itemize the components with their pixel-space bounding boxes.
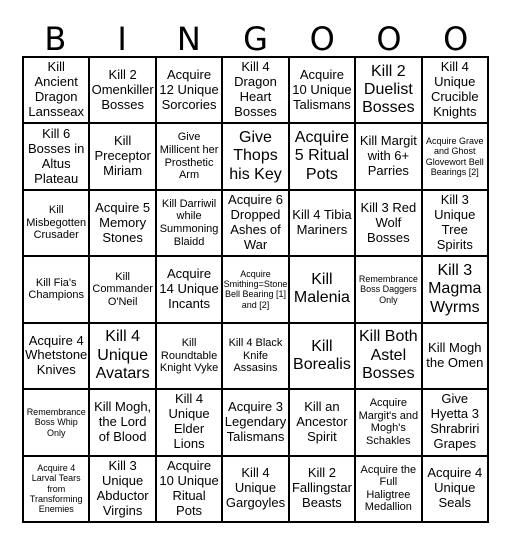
header-letter: I — [117, 20, 127, 58]
bingo-cell[interactable]: Kill Ancient Dragon Lansseax — [23, 57, 89, 123]
bingo-cell[interactable]: Kill Mogh the Omen — [422, 323, 488, 389]
bingo-board — [22, 56, 489, 523]
bingo-cell[interactable]: Kill Commander O'Neil — [89, 256, 155, 322]
bingo-cell[interactable]: Kill 2 Fallingstar Beasts — [289, 456, 355, 522]
bingo-cell[interactable]: Acquire 10 Unique Talismans — [289, 57, 355, 123]
bingo-cell[interactable]: Kill 2 Omenkiller Bosses — [89, 57, 155, 123]
bingo-cell[interactable]: Kill 4 Black Knife Assasins — [222, 323, 288, 389]
bingo-cell[interactable]: Acquire 6 Dropped Ashes of War — [222, 190, 288, 256]
bingo-cell[interactable]: Kill Darriwil while Summoning Blaidd — [156, 190, 222, 256]
bingo-cell[interactable]: Kill Both Astel Bosses — [355, 323, 421, 389]
bingo-header — [22, 18, 489, 60]
bingo-cell[interactable]: Acquire 5 Ritual Pots — [289, 123, 355, 189]
bingo-cell[interactable]: Kill 3 Red Wolf Bosses — [355, 190, 421, 256]
bingo-cell[interactable]: Kill 4 Tibia Mariners — [289, 190, 355, 256]
header-letter: N — [176, 20, 201, 58]
bingo-cell[interactable]: Acquire 4 Larval Tears from Transforming Enemies — [23, 456, 89, 522]
bingo-cell[interactable]: Give Thops his Key — [222, 123, 288, 189]
bingo-cell[interactable]: Kill Mogh, the Lord of Blood — [89, 389, 155, 455]
header-letter: O — [376, 20, 402, 58]
bingo-cell[interactable]: Kill 3 Unique Abductor Virgins — [89, 456, 155, 522]
bingo-cell[interactable]: Kill 4 Dragon Heart Bosses — [222, 57, 288, 123]
bingo-cell[interactable]: Acquire 3 Legendary Talismans — [222, 389, 288, 455]
bingo-cell[interactable]: Kill Margit with 6+ Parries — [355, 123, 421, 189]
header-letter: B — [44, 20, 67, 58]
bingo-cell[interactable]: Kill Misbegotten Crusader — [23, 190, 89, 256]
bingo-cell[interactable]: Kill 3 Unique Tree Spirits — [422, 190, 488, 256]
bingo-cell[interactable]: Kill 3 Magma Wyrms — [422, 256, 488, 322]
bingo-cell[interactable]: Kill Borealis — [289, 323, 355, 389]
bingo-cell[interactable]: Acquire 4 Whetstone Knives — [23, 323, 89, 389]
bingo-cell[interactable]: Acquire Smithing=Stone Bell Bearing [1] and [2] — [222, 256, 288, 322]
bingo-cell[interactable]: Acquire 14 Unique Incants — [156, 256, 222, 322]
bingo-cell[interactable]: Remembrance Boss Whip Only — [23, 389, 89, 455]
bingo-cell[interactable]: Acquire 12 Unique Sorcories — [156, 57, 222, 123]
bingo-cell[interactable]: Acquire the Full Haligtree Medallion — [355, 456, 421, 522]
header-letter: O — [443, 20, 469, 58]
header-letter: O — [309, 20, 335, 58]
bingo-cell[interactable]: Acquire 5 Memory Stones — [89, 190, 155, 256]
bingo-cell[interactable]: Acquire 4 Unique Seals — [422, 456, 488, 522]
bingo-cell[interactable]: Kill 6 Bosses in Altus Plateau — [23, 123, 89, 189]
bingo-cell[interactable]: Kill 4 Unique Crucible Knights — [422, 57, 488, 123]
bingo-cell[interactable]: Acquire 10 Unique Ritual Pots — [156, 456, 222, 522]
bingo-cell[interactable]: Kill Roundtable Knight Vyke — [156, 323, 222, 389]
header-letter: G — [243, 20, 268, 58]
bingo-cell[interactable]: Kill 4 Unique Gargoyles — [222, 456, 288, 522]
bingo-cell[interactable]: Acquire Grave and Ghost Glovewort Bell Bearings [2] — [422, 123, 488, 189]
bingo-cell[interactable]: Acquire Margit's and Mogh's Schakles — [355, 389, 421, 455]
bingo-cell[interactable]: Give Millicent her Prosthetic Arm — [156, 123, 222, 189]
bingo-cell[interactable]: Kill 4 Unique Avatars — [89, 323, 155, 389]
bingo-cell[interactable]: Kill Fia's Champions — [23, 256, 89, 322]
bingo-cell[interactable]: Kill an Ancestor Spirit — [289, 389, 355, 455]
bingo-cell[interactable]: Kill Preceptor Miriam — [89, 123, 155, 189]
bingo-cell[interactable]: Kill Malenia — [289, 256, 355, 322]
bingo-cell[interactable]: Remembrance Boss Daggers Only — [355, 256, 421, 322]
bingo-cell[interactable]: Kill 4 Unique Elder Lions — [156, 389, 222, 455]
bingo-cell[interactable]: Kill 2 Duelist Bosses — [355, 57, 421, 123]
bingo-cell[interactable]: Give Hyetta 3 Shrabriri Grapes — [422, 389, 488, 455]
